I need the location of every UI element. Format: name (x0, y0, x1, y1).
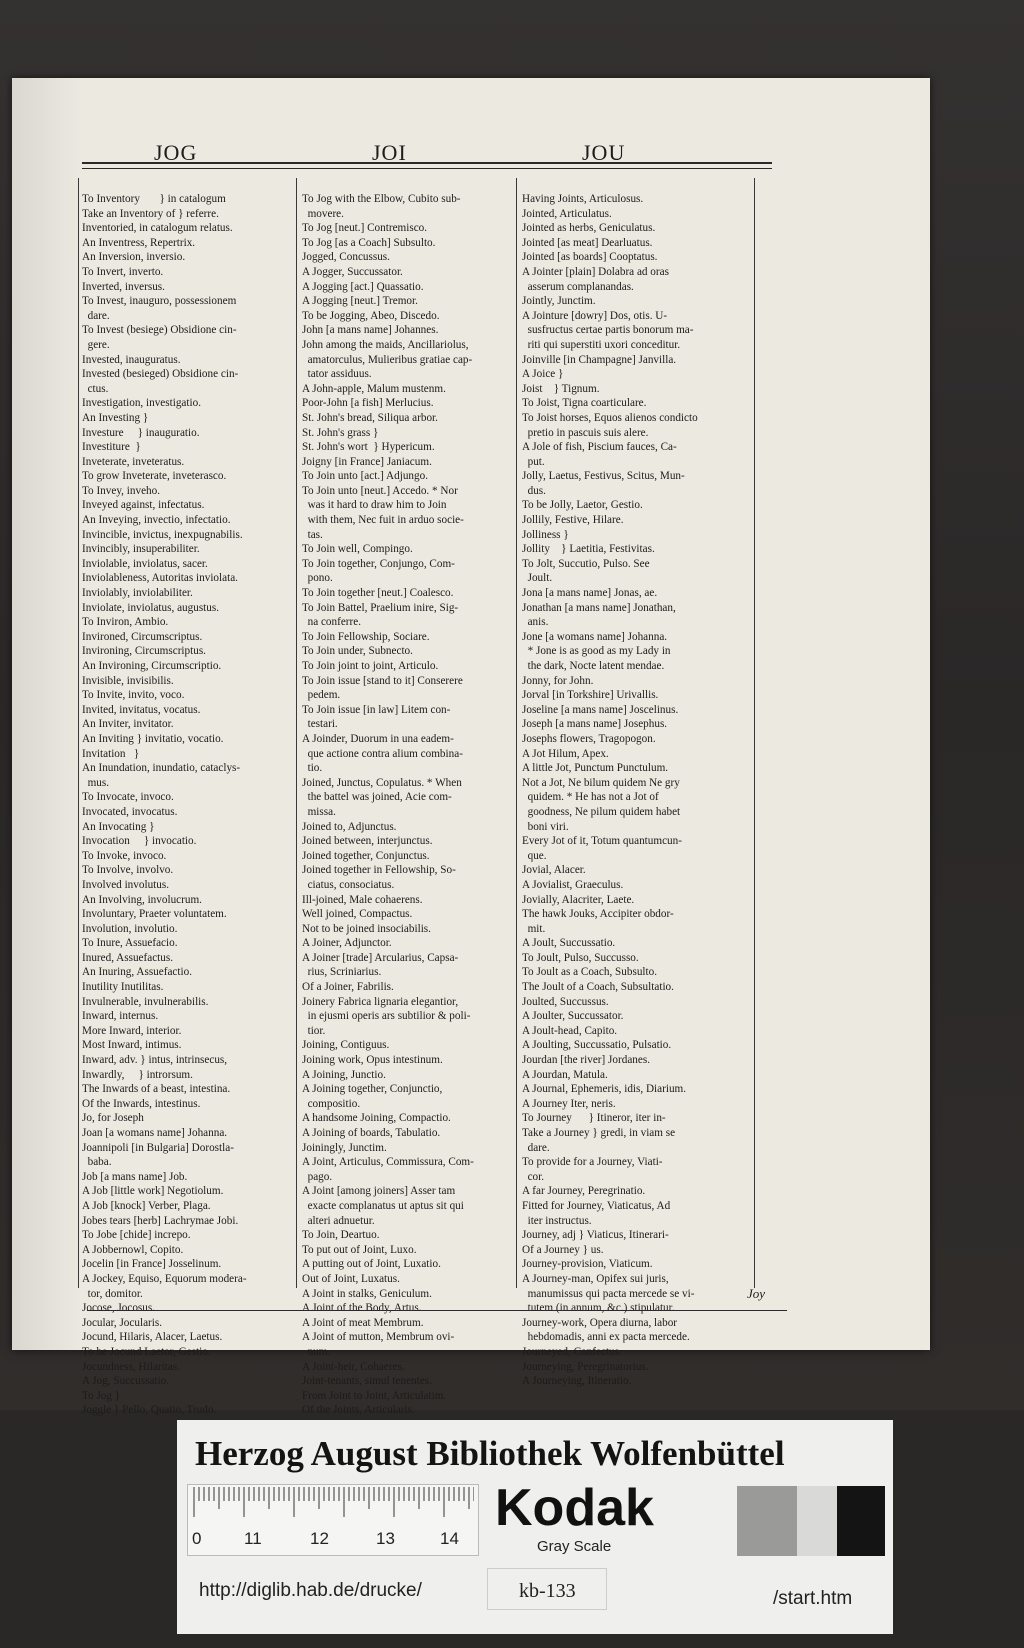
dictionary-entry-line: tas. (302, 528, 323, 541)
dictionary-entry-line: Journey-provision, Viaticum. (522, 1258, 653, 1271)
dictionary-entry-line: movere. (302, 207, 344, 220)
dictionary-entry-line: To provide for a Journey, Viati- (522, 1156, 663, 1169)
dictionary-entry-line: * Jone is as good as my Lady in (522, 645, 671, 658)
dictionary-entry-line: The hawk Jouks, Accipiter obdor- (522, 908, 674, 921)
dictionary-entry-line: St. John's wort } Hypericum. (302, 441, 435, 454)
dictionary-entry-line: To Jolt, Succutio, Pulso. See (522, 557, 650, 570)
dictionary-entry-line: Jone [a womans name] Johanna. (522, 630, 668, 643)
dictionary-entry-line: An Inuring, Assuefactio. (82, 966, 192, 979)
gray-patch-light (797, 1486, 837, 1556)
dictionary-entry-line: To be Jolly, Laetor, Gestio. (522, 499, 643, 512)
dictionary-entry-line: ctus. (82, 382, 109, 395)
dictionary-entry-line: An Inviting } invitatio, vocatio. (82, 732, 224, 745)
dictionary-entry-line: Josephs flowers, Tragopogon. (522, 732, 656, 745)
dictionary-entry-line: the battel was joined, Acie com- (302, 791, 452, 804)
dictionary-entry-line: Jonathan [a mans name] Jonathan, (522, 601, 676, 614)
dictionary-entry-line: boni viri. (522, 820, 569, 833)
dictionary-entry-line: To Involve, involvo. (82, 864, 174, 877)
dictionary-entry-line: To Inviron, Ambio. (82, 616, 169, 629)
dictionary-entry-line: tator assiduus. (302, 368, 372, 381)
header-middle: JOI (372, 140, 407, 165)
dictionary-entry-line: A Joult, Succussatio. (522, 937, 616, 950)
dictionary-entry-line: Inventoried, in catalogum relatus. (82, 222, 233, 235)
dictionary-entry-line: Invisible, invisibilis. (82, 674, 174, 687)
top-rule-thin (82, 168, 772, 169)
header-left: JOG (154, 140, 198, 165)
dictionary-entry-line: baba. (82, 1156, 112, 1169)
shelf-code: kb-133 (519, 1580, 576, 1602)
dictionary-entry-line: More Inward, interior. (82, 1024, 182, 1037)
dictionary-entry-line: To Invocate, invoco. (82, 791, 174, 804)
ruler (187, 1484, 479, 1556)
dictionary-entry-line: To Invert, inverto. (82, 265, 164, 278)
column-right-entries (522, 192, 698, 1389)
dictionary-entry-line: Jollily, Festive, Hilare. (522, 514, 624, 527)
dictionary-entry-line: Invironed, Circumscriptus. (82, 630, 203, 643)
dictionary-entry-line: dare. (82, 309, 110, 322)
ruler-number: 13 (376, 1529, 395, 1548)
dictionary-entry-line: To Join under, Subnecto. (302, 645, 413, 658)
start-path: /start.htm (773, 1588, 853, 1609)
dictionary-entry-line: Invincibly, insuperabiliter. (82, 543, 200, 556)
dictionary-entry-line: Inward, internus. (82, 1010, 159, 1023)
dictionary-entry-line: Jovial, Alacer. (522, 864, 586, 877)
dictionary-entry-line: Inveterate, inveteratus. (82, 455, 185, 468)
dictionary-entry-line: The Joult of a Coach, Subsultatio. (522, 981, 674, 994)
dictionary-entry-line: Inward, adv. } intus, intrinsecus, (82, 1054, 228, 1067)
dictionary-entry-line: pago. (302, 1170, 333, 1183)
dictionary-entry-line: manumissus qui pacta mercede se vi- (522, 1287, 695, 1300)
dictionary-entry-line: gere. (82, 338, 110, 351)
dictionary-entry-line: Inveyed against, infectatus. (82, 499, 205, 512)
dictionary-entry-line: A Jog, Succussatio. (82, 1375, 170, 1388)
dictionary-entry-line: John among the maids, Ancillariolus, (302, 338, 469, 351)
dictionary-entry-line: To Join unto [neut.] Accedo. * Nor (302, 484, 458, 497)
dictionary-entry-line: Jocular, Jocularis. (82, 1316, 163, 1329)
dictionary-entry-line: A Joulter, Succussator. (522, 1010, 624, 1023)
dictionary-entry-line: Investigation, investigatio. (82, 397, 202, 410)
dictionary-entry-line: St. John's bread, Siliqua arbor. (302, 411, 438, 424)
dictionary-entry-line: A Joint-heir, Cohaeres. (302, 1360, 405, 1373)
dictionary-entry-line: Invited, invitatus, vocatus. (82, 703, 201, 716)
dictionary-entry-line: A Jockey, Equiso, Equorum modera- (82, 1272, 247, 1285)
catchword: Joy (747, 1286, 766, 1301)
dictionary-entry-line: Jolly, Laetus, Festivus, Scitus, Mun- (522, 470, 685, 483)
dictionary-entry-line: A Jointer [plain] Dolabra ad oras (522, 265, 669, 278)
dictionary-entry-line: Inured, Assuefactus. (82, 951, 174, 964)
dictionary-entry-line: Most Inward, intimus. (82, 1039, 182, 1052)
dictionary-entry-line: From Joint to Joint, Articulatim. (302, 1389, 447, 1402)
dictionary-entry-line: A Joiner, Adjunctor. (302, 937, 392, 950)
dictionary-entry-line: To Invey, inveho. (82, 484, 161, 497)
dictionary-entry-line: A Joult-head, Capito. (522, 1024, 618, 1037)
dictionary-entry-line: goodness, Ne pilum quidem habet (522, 805, 681, 818)
dictionary-entry-line: To Jog [neut.] Contremisco. (302, 222, 428, 235)
ruler-number: 11 (244, 1529, 262, 1548)
dictionary-entry-line: A Jogging [neut.] Tremor. (302, 295, 418, 308)
page-gutter-shadow (12, 78, 82, 1350)
dictionary-entry-line: To Inure, Assuefacio. (82, 937, 178, 950)
dictionary-entry-line: tio. (302, 762, 323, 775)
dictionary-entry-line: Inviolably, inviolabiliter. (82, 587, 193, 600)
dictionary-entry-line: Joist } Tignum. (522, 382, 600, 395)
dictionary-entry-line: Joinville [in Champagne] Janvilla. (522, 353, 677, 366)
dictionary-entry-line: An Investing } (82, 411, 149, 424)
dictionary-entry-line: A Journal, Ephemeris, idis, Diarium. (522, 1083, 687, 1096)
dictionary-entry-line: A Jogger, Succussator. (302, 265, 403, 278)
dictionary-entry-line: A Job [knock] Verber, Plaga. (82, 1199, 211, 1212)
dictionary-entry-line: dare. (522, 1141, 550, 1154)
dictionary-entry-line: Invested, inauguratus. (82, 353, 181, 366)
dictionary-entry-line: A Jointure [dowry] Dos, otis. U- (522, 309, 668, 322)
dictionary-entry-line: A Joint of the Body, Artus. (302, 1302, 422, 1315)
dictionary-entry-line: A Joint of meat Membrum. (302, 1316, 424, 1329)
dictionary-entry-line: To be Jocund Laetor, Gestio. (82, 1345, 211, 1358)
column-rule-right (754, 178, 755, 1288)
dictionary-entry-line: Joult. (522, 572, 553, 585)
dictionary-entry-line: An Inversion, inversio. (82, 251, 186, 264)
dictionary-entry-line: To grow Inveterate, inveterasco. (82, 470, 227, 483)
dictionary-entry-line: pretio in pascuis suis alere. (522, 426, 649, 439)
dictionary-entry-line: put. (522, 455, 545, 468)
dictionary-entry-line: susfructus certae partis bonorum ma- (522, 324, 694, 337)
dictionary-entry-line: To Joult, Pulso, Succusso. (522, 951, 639, 964)
dictionary-entry-line: A Jourdan, Matula. (522, 1068, 608, 1081)
dictionary-entry-line: A Joining together, Conjunctio, (302, 1083, 443, 1096)
dictionary-entry-line: An Inundation, inundatio, cataclys- (82, 762, 241, 775)
dictionary-entry-line: Involution, involutio. (82, 922, 178, 935)
dictionary-entry-line: To Join, Deartuo. (302, 1229, 380, 1242)
dictionary-entry-line: Jointed as herbs, Geniculatus. (522, 222, 656, 235)
dictionary-entry-line: pono. (302, 572, 333, 585)
dictionary-entry-line: Of the Joints, Articularis. (302, 1404, 415, 1417)
dictionary-entry-line: A Jogging [act.] Quassatio. (302, 280, 424, 293)
dictionary-entry-line: Invulnerable, invulnerabilis. (82, 995, 209, 1008)
dictionary-entry-line: Every Jot of it, Totum quantumcun- (522, 835, 682, 848)
dictionary-entry-line: in ejusmi operis ars subtilior & poli- (302, 1010, 471, 1023)
dictionary-entry-line: mus. (82, 776, 110, 789)
dictionary-entry-line: A Joinder, Duorum in una eadem- (302, 732, 454, 745)
dictionary-entry-line: amatorculus, Mulieribus gratiae cap- (302, 353, 473, 366)
dictionary-entry-line: Inutility Inutilitas. (82, 981, 164, 994)
dictionary-entry-line: na conferre. (302, 616, 362, 629)
dictionary-entry-line: Joined, Junctus, Copulatus. * When (302, 776, 462, 789)
dictionary-entry-line: A Joiner [trade] Arcularius, Capsa- (302, 951, 459, 964)
dictionary-entry-line: To put out of Joint, Luxo. (302, 1243, 417, 1256)
dictionary-entry-line: A handsome Joining, Compactio. (302, 1112, 451, 1125)
dictionary-entry-line: To Joist, Tigna coarticulare. (522, 397, 647, 410)
dictionary-entry-line: Joulted, Succussus. (522, 995, 609, 1008)
dictionary-entry-line: Joined together, Conjunctus. (302, 849, 430, 862)
ruler-ticks (192, 1485, 474, 1519)
dictionary-entry-line: que actione contra alium combina- (302, 747, 463, 760)
dictionary-entry-line: Joinery Fabrica lignaria elegantior, (302, 995, 459, 1008)
source-url: http://diglib.hab.de/drucke/ (199, 1580, 422, 1601)
dictionary-entry-line: tor, domitor. (82, 1287, 143, 1300)
column-left-entries (82, 192, 247, 1418)
dictionary-entry-line: Invocation } invocatio. (82, 835, 197, 848)
dictionary-entry-line: To Jog [as a Coach] Subsulto. (302, 236, 436, 249)
gray-patch-mid (737, 1486, 797, 1556)
bottom-rule (87, 1310, 787, 1311)
dictionary-entry-line: Joiningly, Junctim. (302, 1141, 387, 1154)
dictionary-entry-line: A Jovialist, Graeculus. (522, 878, 624, 891)
dictionary-entry-line: Jonny, for John. (522, 674, 594, 687)
dictionary-entry-line: was it hard to draw him to Join (302, 499, 447, 512)
dictionary-entry-line: Jocundness, Hilaritas. (82, 1360, 180, 1373)
dictionary-entry-line: To Invest (besiege) Obsidione cin- (82, 324, 237, 337)
gray-scale-label: Gray Scale (537, 1538, 612, 1555)
dictionary-entry-line: Of the Inwards, intestinus. (82, 1097, 201, 1110)
dictionary-entry-line: Inviolableness, Autoritas inviolata. (82, 572, 238, 585)
dictionary-entry-line: Joigny [in France] Janiacum. (302, 455, 432, 468)
dictionary-entry-line: with them, Nec fuit in arduo socie- (302, 514, 464, 527)
dictionary-entry-line: Job [a mans name] Job. (82, 1170, 188, 1183)
dictionary-entry-line: An Invocating } (82, 820, 155, 833)
gray-patch-black (837, 1486, 885, 1556)
dictionary-entry-line: A Joint in stalks, Geniculum. (302, 1287, 432, 1300)
dictionary-entry-line: An Invironing, Circumscriptio. (82, 660, 222, 672)
dictionary-entry-line: Jointed [as boards] Cooptatus. (522, 251, 658, 264)
library-name: Herzog August Bibliothek Wolfenbüttel (195, 1434, 785, 1473)
dictionary-entry-line: Joined together in Fellowship, So- (302, 864, 456, 877)
dictionary-entry-line: Jolliness } (522, 528, 569, 541)
dictionary-entry-line: missa. (302, 805, 336, 818)
dictionary-entry-line: Investure } inauguratio. (82, 426, 200, 439)
dictionary-entry-line: dus. (522, 484, 546, 497)
dictionary-entry-line: Jovially, Alacriter, Laete. (522, 893, 635, 906)
dictionary-entry-line: Well joined, Compactus. (302, 908, 413, 921)
dictionary-entry-line: A Journeying, Itineratio. (522, 1375, 632, 1388)
dictionary-entry-line: Joannipoli [in Bulgaria] Dorostla- (82, 1141, 234, 1154)
dictionary-entry-line: Take an Inventory of } referre. (82, 207, 219, 220)
dictionary-entry-line: que. (522, 849, 547, 862)
dictionary-entry-line: To Join Battel, Praelium inire, Sig- (302, 601, 459, 614)
dictionary-entry-line: Not to be joined insociabilis. (302, 922, 431, 935)
archive-label-card (177, 1420, 893, 1634)
dictionary-entry-line: To Invite, invito, voco. (82, 689, 185, 702)
dictionary-entry-line: Investiture } (82, 441, 141, 454)
dictionary-entry-line: compositio. (302, 1097, 361, 1110)
dictionary-entry-line: asserum complanandas. (522, 280, 634, 293)
dictionary-entry-line: tior. (302, 1024, 326, 1037)
dictionary-entry-line: Jointed, Articulatus. (522, 207, 612, 220)
dictionary-entry-line: Invested (besieged) Obsidione cin- (82, 368, 239, 381)
dictionary-entry-line: A Journey Iter, neris. (522, 1097, 616, 1110)
dictionary-entry-line: A Joice } (522, 368, 564, 381)
dictionary-entry-line: A Journey-man, Opifex sui juris, (522, 1272, 669, 1285)
dictionary-entry-line: quidem. * He has not a Jot of (522, 791, 659, 804)
dictionary-entry-line: A Joint, Articulus, Commissura, Com- (302, 1156, 474, 1169)
dictionary-entry-line: Jona [a mans name] Jonas, ae. (522, 587, 658, 600)
dictionary-entry-line: To Join issue [in law] Litem con- (302, 703, 451, 716)
ruler-number: 0 (192, 1529, 202, 1548)
column-rule-left (78, 178, 79, 1288)
dictionary-entry-line: To Jog with the Elbow, Cubito sub- (302, 193, 461, 205)
kodak-logo: Kodak (495, 1479, 654, 1537)
dictionary-entry-line: A Joining of boards, Tabulatio. (302, 1127, 441, 1139)
dictionary-entry-line: Jollity } Laetitia, Festivitas. (522, 543, 655, 556)
dictionary-entry-line: alteri adnuetur. (302, 1214, 375, 1227)
dictionary-entry-line: Invitation } (82, 747, 140, 760)
dictionary-entry-line: Joined to, Adjunctus. (302, 820, 397, 833)
dictionary-entry-line: To Joist horses, Equos alienos condicto (522, 411, 698, 424)
dictionary-entry-line: Invironing, Circumscriptus. (82, 645, 206, 658)
dictionary-entry-line: Jobes tears [herb] Lachrymae Jobi. (82, 1214, 239, 1227)
dictionary-entry-line: A Joint [among joiners] Asser tam (302, 1185, 456, 1198)
dictionary-entry-line: Journey-work, Opera diurna, labor (522, 1316, 678, 1329)
dictionary-entry-line: Inwardly, } introrsum. (82, 1068, 193, 1081)
dictionary-entry-line: An Inventress, Repertrix. (82, 236, 196, 249)
dictionary-entry-line: Inviolable, inviolatus, sacer. (82, 557, 208, 570)
dictionary-entry-line: Not a Jot, Ne bilum quidem Ne gry (522, 776, 680, 789)
dictionary-entry-line: A far Journey, Peregrinatio. (522, 1185, 646, 1198)
dictionary-entry-line: Of a Joiner, Fabrilis. (302, 981, 394, 994)
dictionary-entry-line: To Journey } Itineror, iter in- (522, 1112, 666, 1125)
dictionary-entry-line: Jo, for Joseph (82, 1112, 144, 1125)
dictionary-entry-line: Journey, adj } Viaticus, Itinerari- (522, 1229, 669, 1242)
dictionary-entry-line: the dark, Nocte latent mendae. (522, 660, 665, 672)
dictionary-entry-line: Having Joints, Articulosus. (522, 193, 644, 205)
dictionary-entry-line: To Join together, Conjungo, Com- (302, 557, 455, 570)
dictionary-entry-line: An Involving, involucrum. (82, 893, 202, 906)
dictionary-entry-line: exacte complanatus ut aptus sit qui (302, 1199, 464, 1212)
dictionary-entry-line: To Jog } (82, 1389, 121, 1402)
dictionary-entry-line: iter instructus. (522, 1214, 592, 1227)
dictionary-entry-line: John [a mans name] Johannes. (302, 324, 439, 337)
dictionary-entry-line: An Inviter, invitator. (82, 718, 174, 731)
ruler-number: 12 (310, 1529, 329, 1548)
dictionary-entry-line: tutem (in annum, &c.) stipulatur. (522, 1302, 675, 1315)
dictionary-entry-line: Poor-John [a fish] Merlucius. (302, 397, 434, 410)
dictionary-entry-line: Jorval [in Torkshire] Urivallis. (522, 689, 659, 702)
dictionary-entry-line: testari. (302, 718, 338, 731)
dictionary-entry-line: A Joulting, Succussatio, Pulsatio. (522, 1039, 672, 1052)
dictionary-page (12, 78, 930, 1417)
dictionary-entry-line: To Join issue [stand to it] Conserere (302, 674, 463, 687)
dictionary-entry-line: ciatus, consociatus. (302, 878, 395, 891)
dictionary-entry-line: Journeying, Peregrinatorius. (522, 1360, 649, 1373)
dictionary-entry-line: Joint-tenants, simul tenentes. (302, 1375, 432, 1388)
dictionary-entry-line: A Jobbernowl, Copito. (82, 1243, 184, 1256)
dictionary-entry-line: A Jole of fish, Piscium fauces, Ca- (522, 441, 677, 454)
dictionary-entry-line: num. (302, 1345, 331, 1358)
dictionary-entry-line: To Join joint to joint, Articulo. (302, 660, 439, 672)
dictionary-entry-line: Of a Journey } us. (522, 1243, 604, 1256)
dictionary-entry-line: Involuntary, Praeter voluntatem. (82, 908, 227, 921)
dictionary-entry-line: To Join Fellowship, Sociare. (302, 630, 430, 643)
column-rule-1 (296, 178, 297, 1288)
dictionary-entry-line: Joan [a womans name] Johanna. (82, 1127, 228, 1139)
dictionary-entry-line: Invincible, invictus, inexpugnabilis. (82, 528, 243, 541)
dictionary-entry-line: St. John's grass } (302, 426, 379, 439)
dictionary-entry-line: rius, Scriniarius. (302, 966, 382, 979)
ruler-number: 14 (440, 1529, 459, 1548)
dictionary-entry-line: A putting out of Joint, Luxatio. (302, 1258, 441, 1271)
dictionary-entry-line: Take a Journey } gredi, in viam se (522, 1127, 676, 1139)
dictionary-entry-line: Inverted, inversus. (82, 280, 165, 293)
dictionary-entry-line: Jourdan [the river] Jordanes. (522, 1054, 650, 1067)
dictionary-entry-line: To be Jogging, Abeo, Discedo. (302, 309, 440, 322)
dictionary-entry-line: Jocose, Jocosus. (82, 1302, 156, 1315)
dictionary-entry-line: A Joint of mutton, Membrum ovi- (302, 1331, 455, 1344)
dictionary-entry-line: To Inventory } in catalogum (82, 193, 226, 205)
dictionary-entry-line: To Joult as a Coach, Subsulto. (522, 966, 658, 979)
dictionary-entry-line: Joining work, Opus intestinum. (302, 1054, 443, 1067)
dictionary-entry-line: A Joining, Junctio. (302, 1068, 386, 1081)
dictionary-entry-line: A Job [little work] Negotiolum. (82, 1185, 224, 1198)
dictionary-entry-line: Joining, Contiguus. (302, 1039, 390, 1052)
dictionary-entry-line: mit. (522, 922, 546, 935)
dictionary-entry-line: To Join together [neut.] Coalesco. (302, 587, 454, 600)
dictionary-entry-line: To Invoke, invoco. (82, 849, 167, 862)
dictionary-entry-line: Joggle } Pello, Quatio, Trudo. (82, 1404, 217, 1417)
header-right: JOU (582, 140, 626, 165)
dictionary-entry-line: Jocund, Hilaris, Alacer, Laetus. (82, 1331, 223, 1344)
dictionary-entry-line: A Jot Hilum, Apex. (522, 747, 609, 760)
dictionary-entry-line: Fitted for Journey, Viaticatus, Ad (522, 1199, 671, 1212)
dictionary-entry-line: To Invest, inauguro, possessionem (82, 295, 237, 308)
dictionary-entry-line: Involved involutus. (82, 878, 170, 891)
dictionary-entry-line: Journeyed, Confectus. (522, 1345, 622, 1358)
dictionary-entry-line: To Join well, Compingo. (302, 543, 413, 556)
dictionary-entry-line: The Inwards of a beast, intestina. (82, 1083, 231, 1096)
dictionary-entry-line: hebdomadis, anni ex pacta mercede. (522, 1331, 690, 1344)
dictionary-entry-line: pedem. (302, 689, 341, 702)
dictionary-entry-line: cor. (522, 1170, 545, 1183)
dictionary-entry-line: Ill-joined, Male cohaerens. (302, 893, 423, 906)
dictionary-entry-line: A little Jot, Punctum Punctulum. (522, 762, 669, 775)
column-rule-2 (516, 178, 517, 1288)
dictionary-entry-line: Joined between, interjunctus. (302, 835, 433, 848)
dictionary-entry-line: Jogged, Concussus. (302, 251, 390, 264)
dictionary-entry-line: Joseph [a mans name] Josephus. (522, 718, 668, 731)
dictionary-entry-line: riti qui superstiti uxori conceditur. (522, 338, 681, 351)
dictionary-entry-line: To Jobe [chide] increpo. (82, 1229, 191, 1242)
dictionary-entry-line: Joseline [a mans name] Joscelinus. (522, 703, 679, 716)
dictionary-entry-line: Jointly, Junctim. (522, 295, 596, 308)
dictionary-entry-line: Inviolate, inviolatus, augustus. (82, 601, 220, 614)
dictionary-entry-line: A John-apple, Malum mustenm. (302, 382, 446, 395)
dictionary-entry-line: To Join unto [act.] Adjungo. (302, 470, 428, 483)
dictionary-entry-line: Jocelin [in France] Josselinum. (82, 1258, 222, 1271)
dictionary-entry-line: anis. (522, 616, 549, 629)
dictionary-entry-line: Invocated, invocatus. (82, 805, 178, 818)
column-middle-entries (302, 192, 474, 1418)
dictionary-entry-line: Out of Joint, Luxatus. (302, 1272, 400, 1285)
dictionary-entry-line: Jointed [as meat] Dearluatus. (522, 236, 653, 249)
dictionary-entry-line: An Inveying, invectio, infectatio. (82, 514, 231, 527)
